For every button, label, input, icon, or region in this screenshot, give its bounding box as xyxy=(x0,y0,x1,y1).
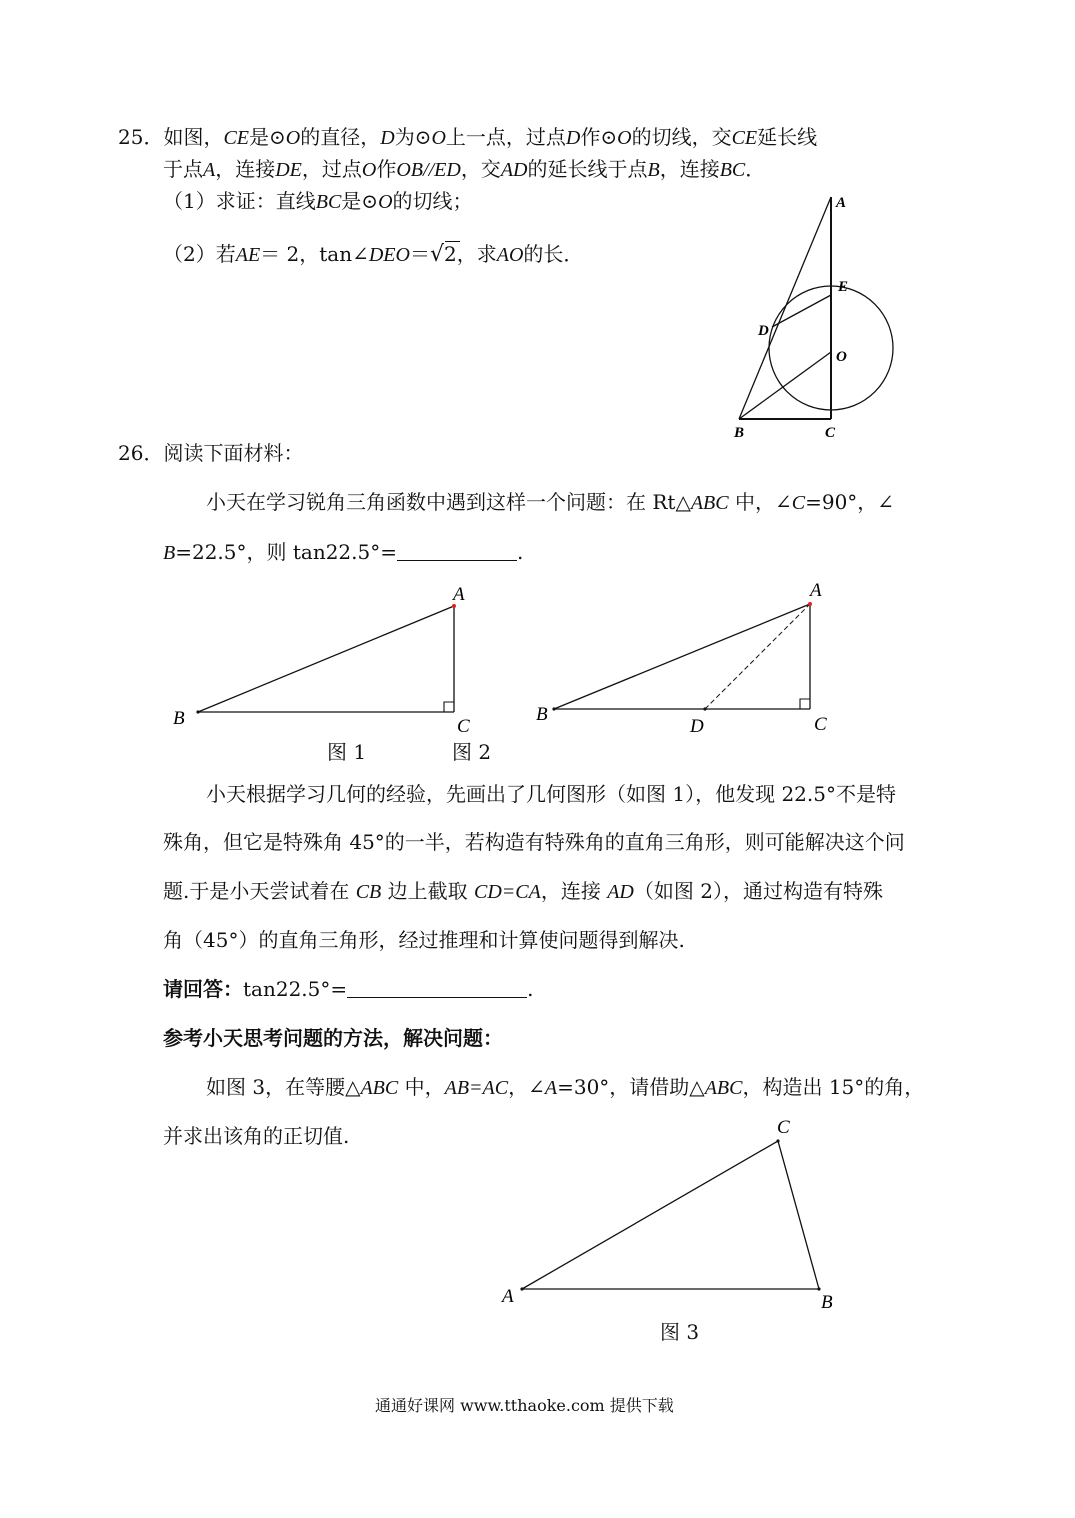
q26-para2-line1: 小天根据学习几何的经验，先画出了几何图形（如图 1），他发现 22.5°不是特 xyxy=(206,782,896,806)
fig3-label-A: A xyxy=(502,1286,514,1307)
fig2-label-B: B xyxy=(536,704,548,725)
fig2-label-D: D xyxy=(690,716,704,737)
fig1-label-B: B xyxy=(173,708,185,729)
footer: 通通好课网 www.tthaoke.com 提供下载 xyxy=(375,1396,674,1415)
label-A: A xyxy=(836,195,847,211)
fig2-caption: 图 2 xyxy=(452,740,492,764)
q26-para3-line2: 并求出该角的正切值. xyxy=(163,1124,350,1148)
fig1-caption: 图 1 xyxy=(327,740,367,764)
label-O: O xyxy=(836,349,847,365)
figure-3 xyxy=(495,1110,855,1320)
q25-part2: （2）若AE＝ 2，tan∠DEO＝√2，求AO的长． xyxy=(163,242,584,267)
fig3-caption: 图 3 xyxy=(660,1320,700,1344)
label-C: C xyxy=(825,425,836,441)
fig2-label-C: C xyxy=(814,714,827,735)
fig1-label-C: C xyxy=(457,716,470,737)
label-E: E xyxy=(838,279,849,295)
figure-1 xyxy=(165,578,495,758)
label-B: B xyxy=(734,425,745,441)
fig2-label-A: A xyxy=(810,580,822,601)
q25-line2: 于点A，连接DE，过点O作OB//ED，交AD的延长线于点B，连接BC． xyxy=(163,157,766,181)
q26-para2-line2: 殊角，但它是特殊角 45°的一半，若构造有特殊角的直角三角形，则可能解决这个问 xyxy=(163,830,905,854)
figure-2 xyxy=(530,578,850,748)
q26-para1-line2: B=22.5°，则 tan22.5°= . xyxy=(163,540,524,564)
q26-heading: 26．阅读下面材料： xyxy=(118,441,304,465)
q26-ref-title: 参考小天思考问题的方法，解决问题： xyxy=(163,1026,503,1050)
fig3-label-B: B xyxy=(821,1292,833,1313)
label-D: D xyxy=(758,323,769,339)
q25-figure xyxy=(720,185,920,445)
q26-para2-line3: 题.于是小天尝试着在 CB 边上截取 CD=CA，连接 AD（如图 2），通过构造有特殊 xyxy=(163,879,883,903)
q25-part1: （1）求证：直线BC是⊙O的切线； xyxy=(163,189,473,213)
q26-para3-line1: 如图 3，在等腰△ABC 中，AB=AC，∠A=30°，请借助△ABC，构造出 15°的角， xyxy=(206,1075,925,1099)
q26-answer: 请回答：tan22.5°= . xyxy=(163,977,534,1001)
q26-para2-line4: 角（45°）的直角三角形，经过推理和计算使问题得到解决. xyxy=(163,928,685,952)
q25-line1: 25．如图，CE是⊙O的直径，D为⊙O上一点，过点D作⊙O的切线，交CE延长线 xyxy=(118,125,818,149)
fig1-label-A: A xyxy=(453,584,465,605)
fig3-label-C: C xyxy=(777,1117,790,1138)
q26-para1-line1: 小天在学习锐角三角函数中遇到这样一个问题：在 Rt△ABC 中，∠C=90°，∠ xyxy=(206,490,895,514)
